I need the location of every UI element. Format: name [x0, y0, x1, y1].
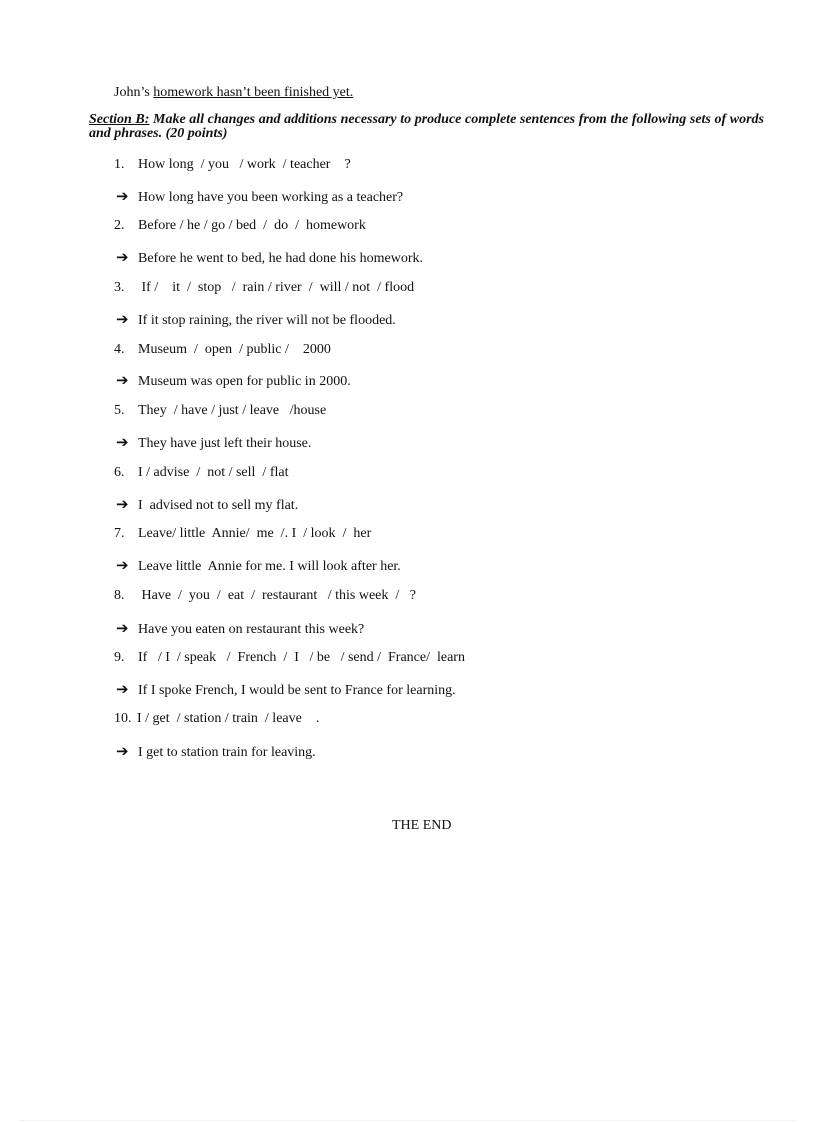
question-prompt: If / I / speak / French / I / be / send / France/ learn	[138, 650, 465, 665]
question-prompt: Before / he / go / bed / do / homework	[138, 218, 366, 233]
answer-item	[116, 557, 401, 575]
answer-item	[116, 620, 364, 638]
arrow-right-icon: ➔	[116, 556, 129, 574]
question-number: 2.	[114, 218, 125, 233]
question-prompt: Have / you / eat / restaurant / this week / ?	[138, 588, 416, 603]
arrow-right-icon: ➔	[116, 371, 129, 389]
answer-text: If I spoke French, I would be sent to France for learning.	[138, 683, 456, 698]
question-item	[114, 402, 326, 419]
question-item	[114, 217, 366, 234]
arrow-right-icon: ➔	[116, 310, 129, 328]
arrow-right-icon: ➔	[116, 680, 129, 698]
question-number: 6.	[114, 465, 125, 480]
question-number: 7.	[114, 526, 125, 541]
arrow-right-icon: ➔	[116, 495, 129, 513]
arrow-right-icon: ➔	[116, 742, 129, 760]
question-number: 10.	[114, 711, 132, 726]
answer-item	[116, 434, 311, 452]
question-item	[114, 710, 319, 727]
question-prompt: How long / you / work / teacher ?	[138, 157, 351, 172]
answer-text: How long have you been working as a teacher?	[138, 190, 404, 205]
page-bottom-rule	[20, 1120, 796, 1121]
answer-text: They have just left their house.	[138, 436, 312, 451]
answer-item	[116, 743, 316, 761]
question-prompt: They / have / just / leave /house	[138, 403, 327, 418]
answer-text: Leave little Annie for me. I will look after her.	[138, 559, 401, 574]
section-b-instruction: Make all changes and additions necessary to produce complete sentences from the following sets of words and phrases. (20 points)	[89, 112, 764, 141]
question-item	[114, 649, 465, 666]
question-item	[114, 587, 416, 604]
question-item	[114, 525, 371, 542]
answer-item	[116, 311, 396, 329]
answer-item	[116, 681, 456, 699]
question-prompt: I / advise / not / sell / flat	[138, 465, 289, 480]
the-end-text: THE END	[392, 818, 452, 833]
arrow-right-icon: ➔	[116, 187, 129, 205]
arrow-right-icon: ➔	[116, 619, 129, 637]
answer-item	[116, 249, 423, 267]
answer-text: I advised not to sell my flat.	[138, 498, 299, 513]
question-number: 5.	[114, 403, 125, 418]
question-item	[114, 341, 331, 358]
answer-text: Museum was open for public in 2000.	[138, 374, 351, 389]
question-number: 4.	[114, 342, 125, 357]
question-prompt: I / get / station / train / leave .	[137, 711, 320, 726]
intro-prefix: John’s	[114, 85, 154, 100]
arrow-right-icon: ➔	[116, 248, 129, 266]
question-item	[114, 156, 351, 173]
answer-text: Have you eaten on restaurant this week?	[138, 622, 365, 637]
answer-item	[116, 188, 403, 206]
answer-text: Before he went to bed, he had done his homework.	[138, 251, 423, 266]
section-b-label: Section B:	[89, 112, 150, 127]
question-prompt: If / it / stop / rain / river / will / not / flood	[138, 280, 415, 295]
answer-text: If it stop raining, the river will not be flooded.	[138, 313, 396, 328]
intro-underlined-text: homework hasn’t been finished yet.	[153, 85, 354, 100]
answer-item	[116, 372, 351, 390]
question-number: 1.	[114, 157, 125, 172]
question-number: 9.	[114, 650, 125, 665]
question-number: 3.	[114, 280, 125, 295]
question-item	[114, 279, 414, 296]
question-prompt: Museum / open / public / 2000	[138, 342, 331, 357]
answer-text: I get to station train for leaving.	[138, 745, 316, 760]
question-item	[114, 464, 288, 481]
arrow-right-icon: ➔	[116, 433, 129, 451]
question-prompt: Leave/ little Annie/ me /. I / look / her	[138, 526, 372, 541]
answer-item	[116, 496, 298, 514]
question-number: 8.	[114, 588, 125, 603]
